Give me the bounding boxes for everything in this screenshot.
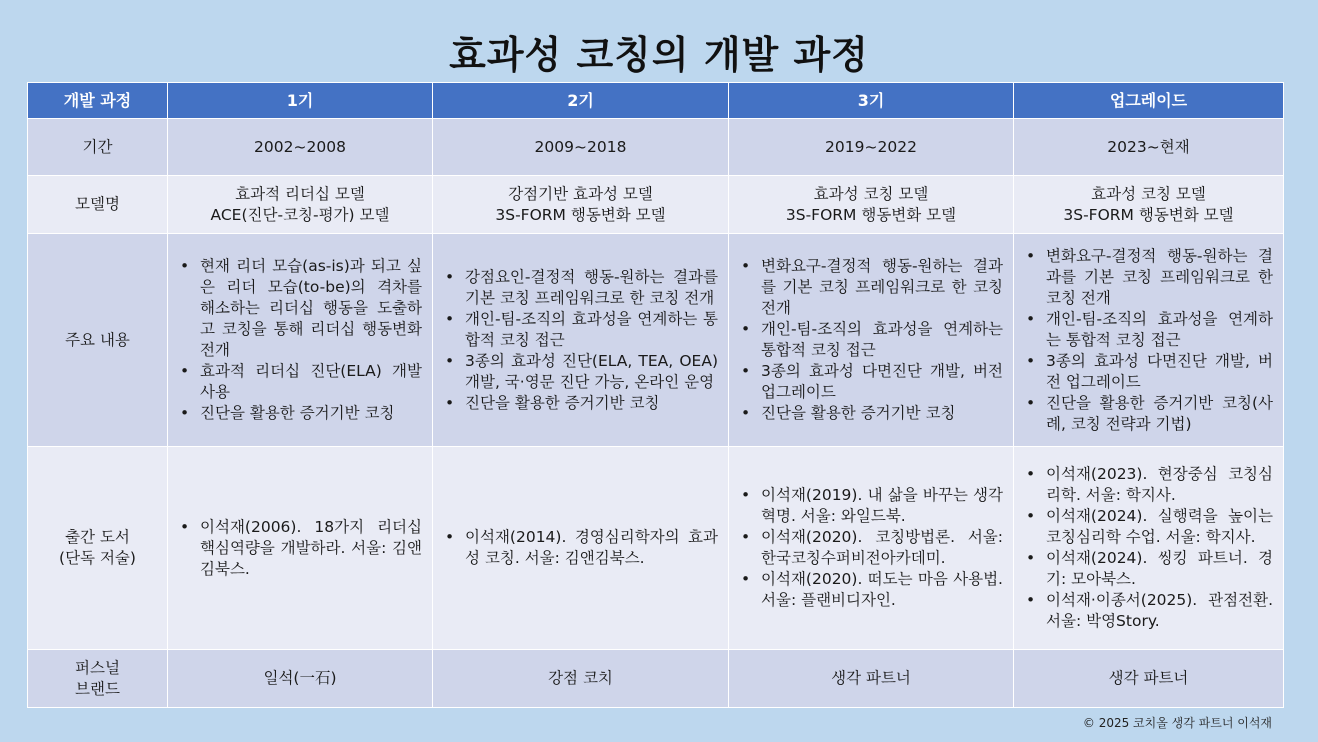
period-cell: 2002~2008 bbox=[168, 119, 433, 176]
model-name: 3S-FORM 행동변화 모델 bbox=[495, 205, 666, 224]
list-item: • 이석재(2024). 씽킹 파트너. 경기: 모아북스. bbox=[1046, 548, 1273, 590]
list-item: • 진단을 활용한 증거기반 코칭 bbox=[465, 393, 718, 414]
list-item: • 이석재(2014). 경영심리학자의 효과성 코칭. 서울: 김앤김북스. bbox=[465, 527, 718, 569]
list-item: • 이석재·이종서(2025). 관점전환. 서울: 박영Story. bbox=[1046, 590, 1273, 632]
list-item: • 3종의 효과성 진단(ELA, TEA, OEA) 개발, 국·영문 진단 가능, 온라인 운영 bbox=[465, 351, 718, 393]
list-item: • 이석재(2024). 실행력을 높이는 코칭심리학 수업. 서울: 학지사. bbox=[1046, 506, 1273, 548]
list-item: • 진단을 활용한 증거기반 코칭(사례, 코칭 전략과 기법) bbox=[1046, 393, 1273, 435]
content-cell bbox=[433, 234, 729, 447]
content-label: 주요 내용 bbox=[28, 234, 168, 447]
books-list bbox=[168, 517, 432, 580]
period-cell: 2009~2018 bbox=[433, 119, 729, 176]
model-cell bbox=[433, 176, 729, 234]
brand-label-line: 퍼스널 bbox=[75, 658, 120, 677]
list-item: • 이석재(2006). 18가지 리더십 핵심역량을 개발하라. 서울: 김앤김북스. bbox=[200, 517, 422, 580]
books-label-line: (단독 저술) bbox=[59, 549, 136, 567]
model-name: 3S-FORM 행동변화 모델 bbox=[785, 205, 957, 224]
list-item: • 3종의 효과성 다면진단 개발, 버전 업그레이드 bbox=[761, 361, 1003, 403]
content-row bbox=[28, 234, 1284, 447]
list-item: • 진단을 활용한 증거기반 코칭 bbox=[761, 403, 1003, 424]
period-cell: 2019~2022 bbox=[729, 119, 1014, 176]
model-name: 효과성 코칭 모델 bbox=[1091, 184, 1206, 203]
books-cell bbox=[168, 447, 433, 650]
books-label bbox=[28, 447, 168, 650]
header-upgrade: 업그레이드 bbox=[1014, 83, 1284, 119]
brand-cell: 일석(一石) bbox=[168, 650, 433, 708]
brand-cell: 생각 파트너 bbox=[1014, 650, 1284, 708]
model-cell bbox=[168, 176, 433, 234]
development-table bbox=[27, 82, 1284, 708]
brand-label-line: 브랜드 bbox=[75, 679, 120, 698]
header-phase-3: 3기 bbox=[729, 83, 1014, 119]
model-name: 강점기반 효과성 모델 bbox=[508, 184, 653, 203]
model-name: 효과적 리더십 모델 bbox=[235, 184, 365, 203]
model-cell bbox=[1014, 176, 1284, 234]
list-item: • 강점요인-결정적 행동-원하는 결과를 기본 코칭 프레임워크로 한 코칭 전개 bbox=[465, 267, 718, 309]
copyright-footer: © 2025 코치올 생각 파트너 이석재 bbox=[1082, 716, 1272, 730]
model-label: 모델명 bbox=[28, 176, 168, 234]
brand-row bbox=[28, 650, 1284, 708]
list-item: • 3종의 효과성 다면진단 개발, 버전 업그레이드 bbox=[1046, 351, 1273, 393]
list-item: • 이석재(2020). 떠도는 마음 사용법. 서울: 플랜비디자인. bbox=[761, 569, 1003, 611]
header-phase-2: 2기 bbox=[433, 83, 729, 119]
brand-cell: 강점 코치 bbox=[433, 650, 729, 708]
period-row bbox=[28, 119, 1284, 176]
period-cell: 2023~현재 bbox=[1014, 119, 1284, 176]
books-row bbox=[28, 447, 1284, 650]
content-list bbox=[433, 267, 728, 414]
list-item: • 이석재(2023). 현장중심 코칭심리학. 서울: 학지사. bbox=[1046, 464, 1273, 506]
list-item: • 개인-팀-조직의 효과성을 연계하는 통합적 코칭 접근 bbox=[465, 309, 718, 351]
model-name: ACE(진단-코칭-평가) 모델 bbox=[210, 205, 390, 224]
header-row bbox=[28, 83, 1284, 119]
header-phase-1: 1기 bbox=[168, 83, 433, 119]
brand-cell: 생각 파트너 bbox=[729, 650, 1014, 708]
list-item: • 개인-팀-조직의 효과성을 연계하는 통합적 코칭 접근 bbox=[761, 319, 1003, 361]
model-row bbox=[28, 176, 1284, 234]
period-label: 기간 bbox=[28, 119, 168, 176]
brand-label bbox=[28, 650, 168, 708]
books-label-line: 출간 도서 bbox=[65, 528, 130, 546]
books-list bbox=[433, 527, 728, 569]
list-item: • 이석재(2020). 코칭방법론. 서울: 한국코칭수퍼비전아카데미. bbox=[761, 527, 1003, 569]
content-cell bbox=[168, 234, 433, 447]
content-list bbox=[1014, 246, 1283, 435]
list-item: • 현재 리더 모습(as-is)과 되고 싶은 리더 모습(to-be)의 격차를 해소하는 리더십 행동을 도출하고 코칭을 통해 리더십 행동변화 전개 bbox=[200, 256, 422, 361]
model-cell bbox=[729, 176, 1014, 234]
list-item: • 진단을 활용한 증거기반 코칭 bbox=[200, 403, 422, 424]
books-list bbox=[729, 485, 1013, 611]
content-cell bbox=[1014, 234, 1284, 447]
list-item: • 개인-팀-조직의 효과성을 연계하는 통합적 코칭 접근 bbox=[1046, 309, 1273, 351]
page-title: 효과성 코칭의 개발 과정 bbox=[449, 33, 869, 77]
content-list bbox=[168, 256, 432, 424]
header-stage: 개발 과정 bbox=[28, 83, 168, 119]
books-list bbox=[1014, 464, 1283, 632]
list-item: • 이석재(2019). 내 삶을 바꾸는 생각혁명. 서울: 와일드북. bbox=[761, 485, 1003, 527]
content-list bbox=[729, 256, 1013, 424]
books-cell bbox=[433, 447, 729, 650]
content-cell bbox=[729, 234, 1014, 447]
model-name: 효과성 코칭 모델 bbox=[813, 184, 929, 203]
list-item: • 효과적 리더십 진단(ELA) 개발 사용 bbox=[200, 361, 422, 403]
books-cell bbox=[1014, 447, 1284, 650]
list-item: • 변화요구-결정적 행동-원하는 결과를 기본 코칭 프레임워크로 한 코칭 전개 bbox=[1046, 246, 1273, 309]
model-name: 3S-FORM 행동변화 모델 bbox=[1063, 205, 1234, 224]
list-item: • 변화요구-결정적 행동-원하는 결과를 기본 코칭 프레임워크로 한 코칭 전개 bbox=[761, 256, 1003, 319]
books-cell bbox=[729, 447, 1014, 650]
